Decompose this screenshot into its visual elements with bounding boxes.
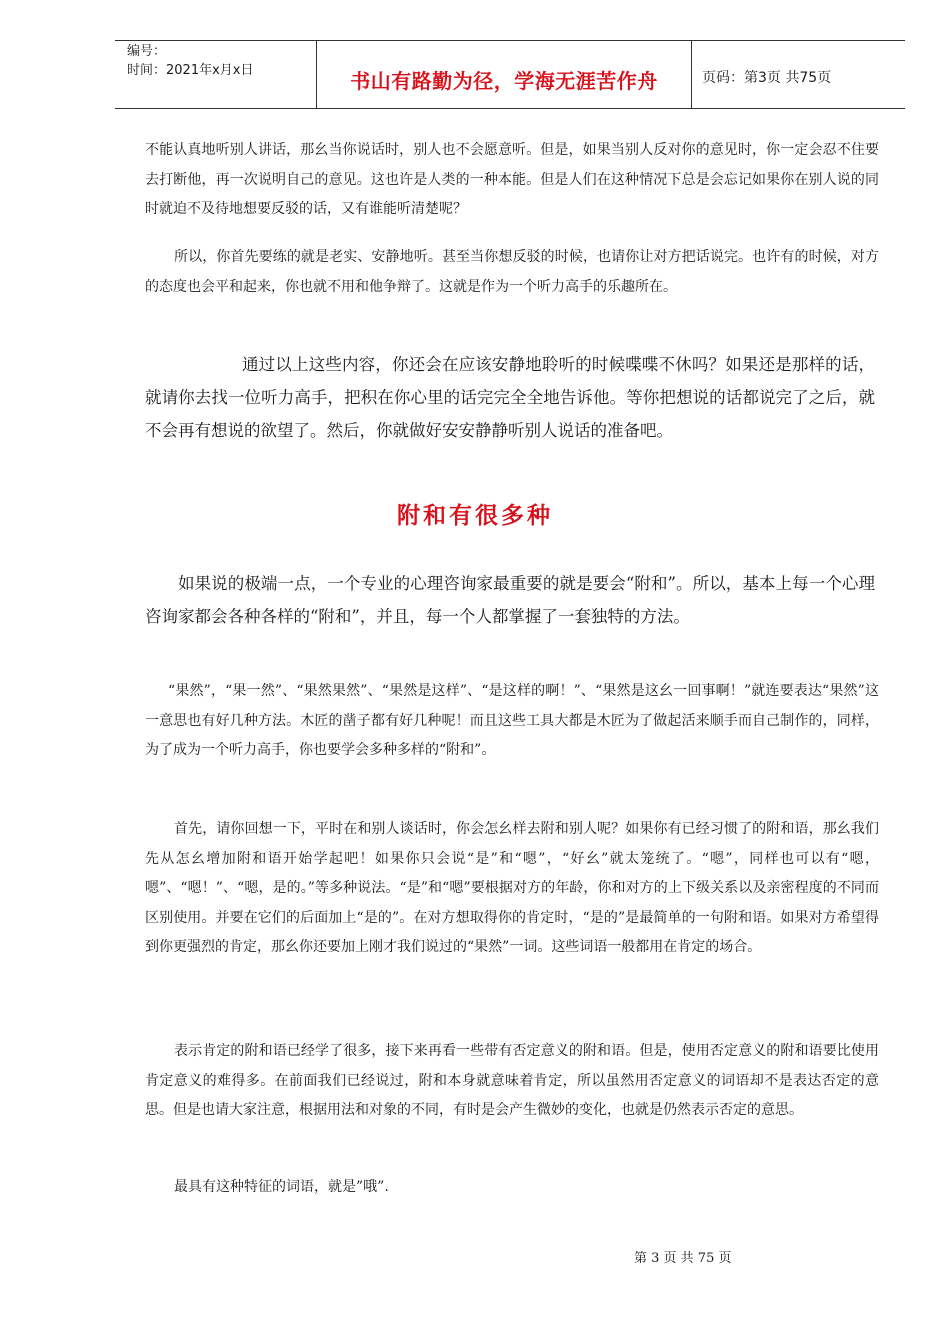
body-paragraph: 最具有这种特征的词语，就是”哦”. — [174, 1179, 389, 1195]
body-paragraph: 不能认真地听别人讲话，那幺当你说话时，别人也不会愿意听。但是，如果当别人反对你的意见时，你一定会忍不住要去打断他，再一次说明自己的意见。这也许是人类的一种本能。但是人们在这种情况下总是会忘记如果你在别人说的同时就迫不及待地想要反驳的话，又有谁能听清楚呢？ — [145, 142, 879, 217]
document-number-label: 编号： — [127, 44, 167, 59]
body-paragraph: 表示肯定的附和语已经学了很多，接下来再看一些带有否定意义的附和语。但是，使用否定意义的附和语要比使用肯定意义的难得多。在前面我们已经说过，附和本身就意味着肯定，所以虽然用否定意义的词语却不是表达否定的意思。但是也请大家注意，根据用法和对象的不同，有时是会产生微妙的变化，也就是仍然表示否定的意思。 — [145, 1043, 879, 1118]
body-paragraph: 通过以上这些内容，你还会在应该安静地聆听的时候喋喋不休吗？如果还是那样的话，就请你去找一位听力高手，把积在你心里的话完完全全地告诉他。等你把想说的话都说完了之后，就不会再有想说的欲望了。然后，你就做好安安静静听别人说话的准备吧。 — [145, 355, 875, 440]
header-motto-cell — [316, 41, 692, 108]
page-header — [115, 40, 905, 109]
body-paragraph: “果然”，“果一然”、“果然果然”、“果然是这样”、“是这样的啊！”、“果然是这幺一回事啊！”就连要表达“果然”这一意思也有好几种方法。木匠的凿子都有好几种呢！而且这些工具大都是木匠为了做起活来顺手而自己制作的，同样，为了成为一个听力高手，你也要学会多种多样的“附和”。 — [145, 683, 879, 758]
section-title: 附和有很多种 — [397, 502, 553, 529]
header-motto: 书山有路勤为径，学海无涯苦作舟 — [350, 69, 658, 93]
body-paragraph: 如果说的极端一点，一个专业的心理咨询家最重要的就是要会“附和”。所以，基本上每一个心理咨询家都会各种各样的“附和”，并且，每一个人都掌握了一套独特的方法。 — [145, 574, 875, 626]
document-time-label: 时间：2021年x月x日 — [127, 63, 254, 78]
header-page-cell — [692, 41, 905, 108]
body-paragraph: 首先，请你回想一下，平时在和别人谈话时，你会怎幺样去附和别人呢？如果你有已经习惯了的附和语，那幺我们先从怎幺增加附和语开始学起吧！如果你只会说“是”和“嗯”，“好幺”就太笼统了。“嗯”，同样也可以有“嗯，嗯”、“嗯！”、“嗯，是的。”等多种说法。“是”和“嗯”要根据对方的年龄，你和对方的上下级关系以及亲密程度的不同而区别使用。并要在它们的后面加上“是的”。在对方想取得你的肯定时，“是的”是最简单的一句附和语。如果对方希望得到你更强烈的肯定，那幺你还要加上刚才我们说过的“果然”一词。这些词语一般都用在肯定的场合。 — [145, 821, 879, 955]
page-footer: 第 3 页 共 75 页 — [634, 1251, 732, 1266]
body-paragraph: 所以，你首先要练的就是老实、安静地听。甚至当你想反驳的时候，也请你让对方把话说完。也许有的时候，对方的态度也会平和起来，你也就不用和他争辩了。这就是作为一个听力高手的乐趣所在。 — [145, 249, 879, 295]
header-page-info: 页码：第3页 共75页 — [702, 70, 832, 86]
header-meta-cell — [115, 41, 315, 108]
